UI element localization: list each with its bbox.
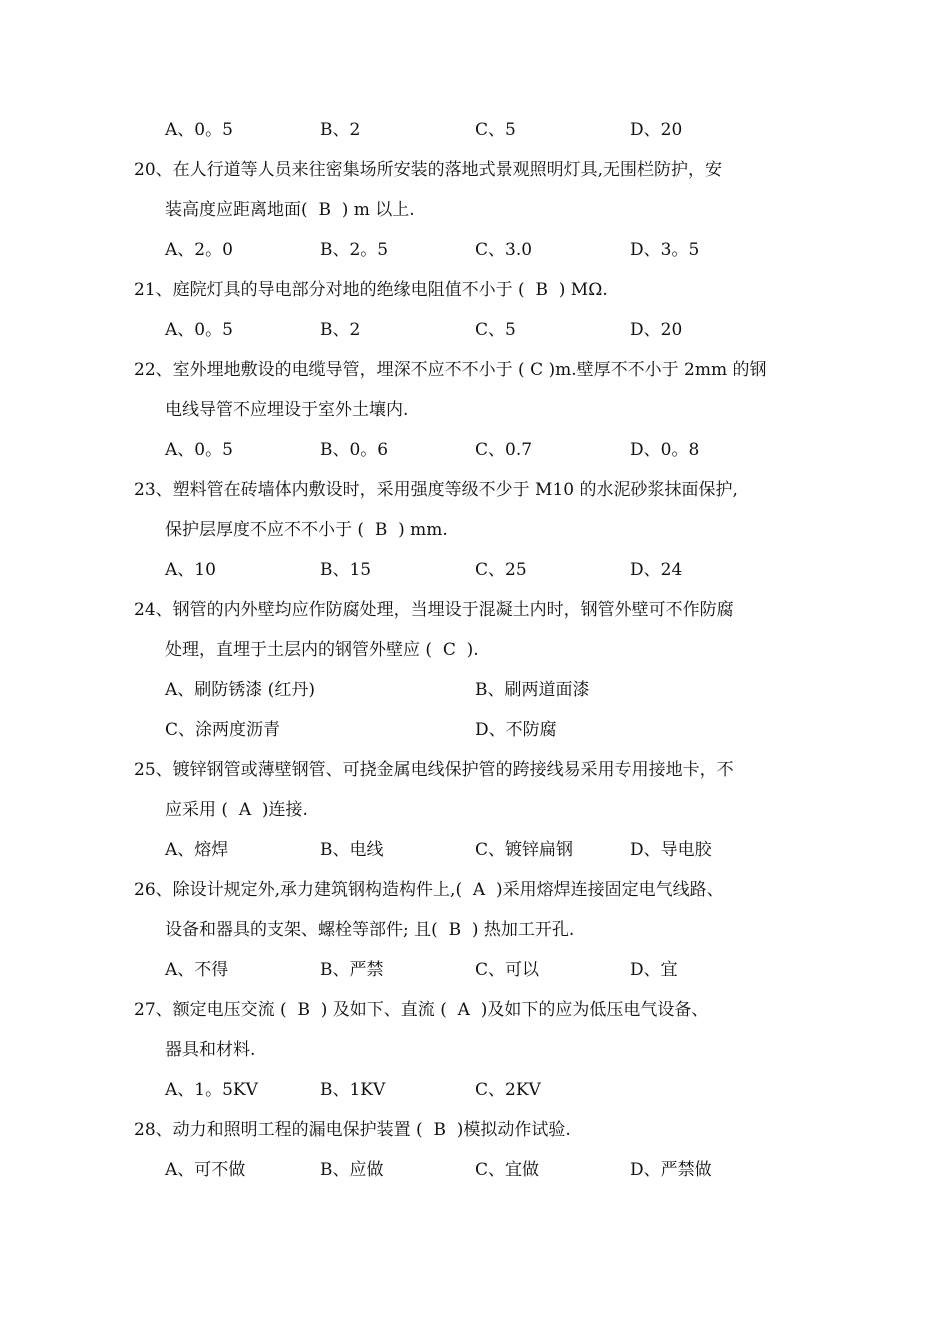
answer-option: A、2。0	[165, 240, 233, 260]
answer-option: A、熔焊	[165, 840, 229, 860]
answer-option: A、0。5	[165, 120, 233, 140]
answer-options-row	[0, 117, 950, 143]
answer-option: C、3.0	[475, 240, 533, 260]
answer-options-row	[0, 1077, 950, 1103]
question-continuation: 电线导管不应埋设于室外土壤内.	[165, 400, 409, 420]
answer-option: C、可以	[475, 960, 540, 980]
answer-option: A、1。5KV	[165, 1080, 258, 1100]
question-text: 20、在人行道等人员来往密集场所安装的落地式景观照明灯具,无围栏防护，安	[134, 160, 723, 180]
answer-options-row	[0, 677, 950, 703]
answer-option: B、2	[320, 320, 361, 340]
answer-option: B、2。5	[320, 240, 389, 260]
answer-option: C、0.7	[475, 440, 533, 460]
answer-options-row	[0, 237, 950, 263]
answer-options-row	[0, 717, 950, 743]
question-text: 23、塑料管在砖墙体内敷设时，采用强度等级不少于 M10 的水泥砂浆抹面保护,	[134, 480, 738, 500]
answer-option: A、刷防锈漆 (红丹)	[165, 680, 315, 700]
answer-option: B、15	[320, 560, 372, 580]
answer-option: C、镀锌扁钢	[475, 840, 574, 860]
answer-option: D、严禁做	[630, 1160, 712, 1180]
answer-options-row	[0, 1157, 950, 1183]
answer-options-row	[0, 837, 950, 863]
question-continuation: 装高度应距离地面( B ) m 以上.	[165, 200, 415, 220]
answer-option: D、24	[630, 560, 683, 580]
answer-options-row	[0, 957, 950, 983]
question-text: 22、室外埋地敷设的电缆导管，埋深不应不不小于 ( C )m.壁厚不不小于 2mm 的钢	[134, 360, 767, 380]
answer-option: A、0。5	[165, 440, 233, 460]
question-text: 27、额定电压交流 ( B ) 及如下、直流 ( A )及如下的应为低压电气设备、	[134, 1000, 709, 1020]
answer-option: A、不得	[165, 960, 229, 980]
answer-option: C、5	[475, 120, 516, 140]
answer-option: D、20	[630, 120, 683, 140]
answer-option: B、刷两道面漆	[475, 680, 590, 700]
answer-option: B、2	[320, 120, 361, 140]
answer-option: A、可不做	[165, 1160, 246, 1180]
question-continuation: 器具和材料.	[165, 1040, 256, 1060]
question-continuation: 保护层厚度不应不不小于 ( B ) mm.	[165, 520, 448, 540]
answer-option: B、1KV	[320, 1080, 386, 1100]
answer-option: C、2KV	[475, 1080, 541, 1100]
answer-option: B、0。6	[320, 440, 389, 460]
answer-option: A、0。5	[165, 320, 233, 340]
answer-option: B、严禁	[320, 960, 384, 980]
question-text: 21、庭院灯具的导电部分对地的绝缘电阻值不小于 ( B ) MΩ.	[134, 280, 608, 300]
answer-options-row	[0, 557, 950, 583]
question-continuation: 处理，直埋于土层内的钢管外壁应 ( C ).	[165, 640, 479, 660]
answer-option: D、0。8	[630, 440, 700, 460]
answer-options-row	[0, 437, 950, 463]
question-continuation: 设备和器具的支架、螺栓等部件; 且( B ) 热加工开孔.	[165, 920, 575, 940]
answer-option: A、10	[165, 560, 216, 580]
answer-option: C、宜做	[475, 1160, 540, 1180]
answer-option: D、宜	[630, 960, 678, 980]
answer-option: C、涂两度沥青	[165, 720, 281, 740]
answer-option: D、20	[630, 320, 683, 340]
question-text: 24、钢管的内外壁均应作防腐处理，当埋设于混凝土内时，钢管外壁可不作防腐	[134, 600, 734, 620]
question-text: 25、镀锌钢管或薄壁钢管、可挠金属电线保护管的跨接线易采用专用接地卡，不	[134, 760, 734, 780]
answer-option: D、不防腐	[475, 720, 557, 740]
answer-option: D、导电胶	[630, 840, 712, 860]
answer-option: C、25	[475, 560, 527, 580]
answer-options-row	[0, 317, 950, 343]
answer-option: B、应做	[320, 1160, 384, 1180]
answer-option: D、3。5	[630, 240, 700, 260]
answer-option: B、电线	[320, 840, 384, 860]
question-continuation: 应采用 ( A )连接.	[165, 800, 308, 820]
question-text: 26、除设计规定外,承力建筑钢构造构件上,( A )采用熔焊连接固定电气线路、	[134, 880, 724, 900]
answer-option: C、5	[475, 320, 516, 340]
question-text: 28、动力和照明工程的漏电保护装置 ( B )模拟动作试验.	[134, 1120, 571, 1140]
